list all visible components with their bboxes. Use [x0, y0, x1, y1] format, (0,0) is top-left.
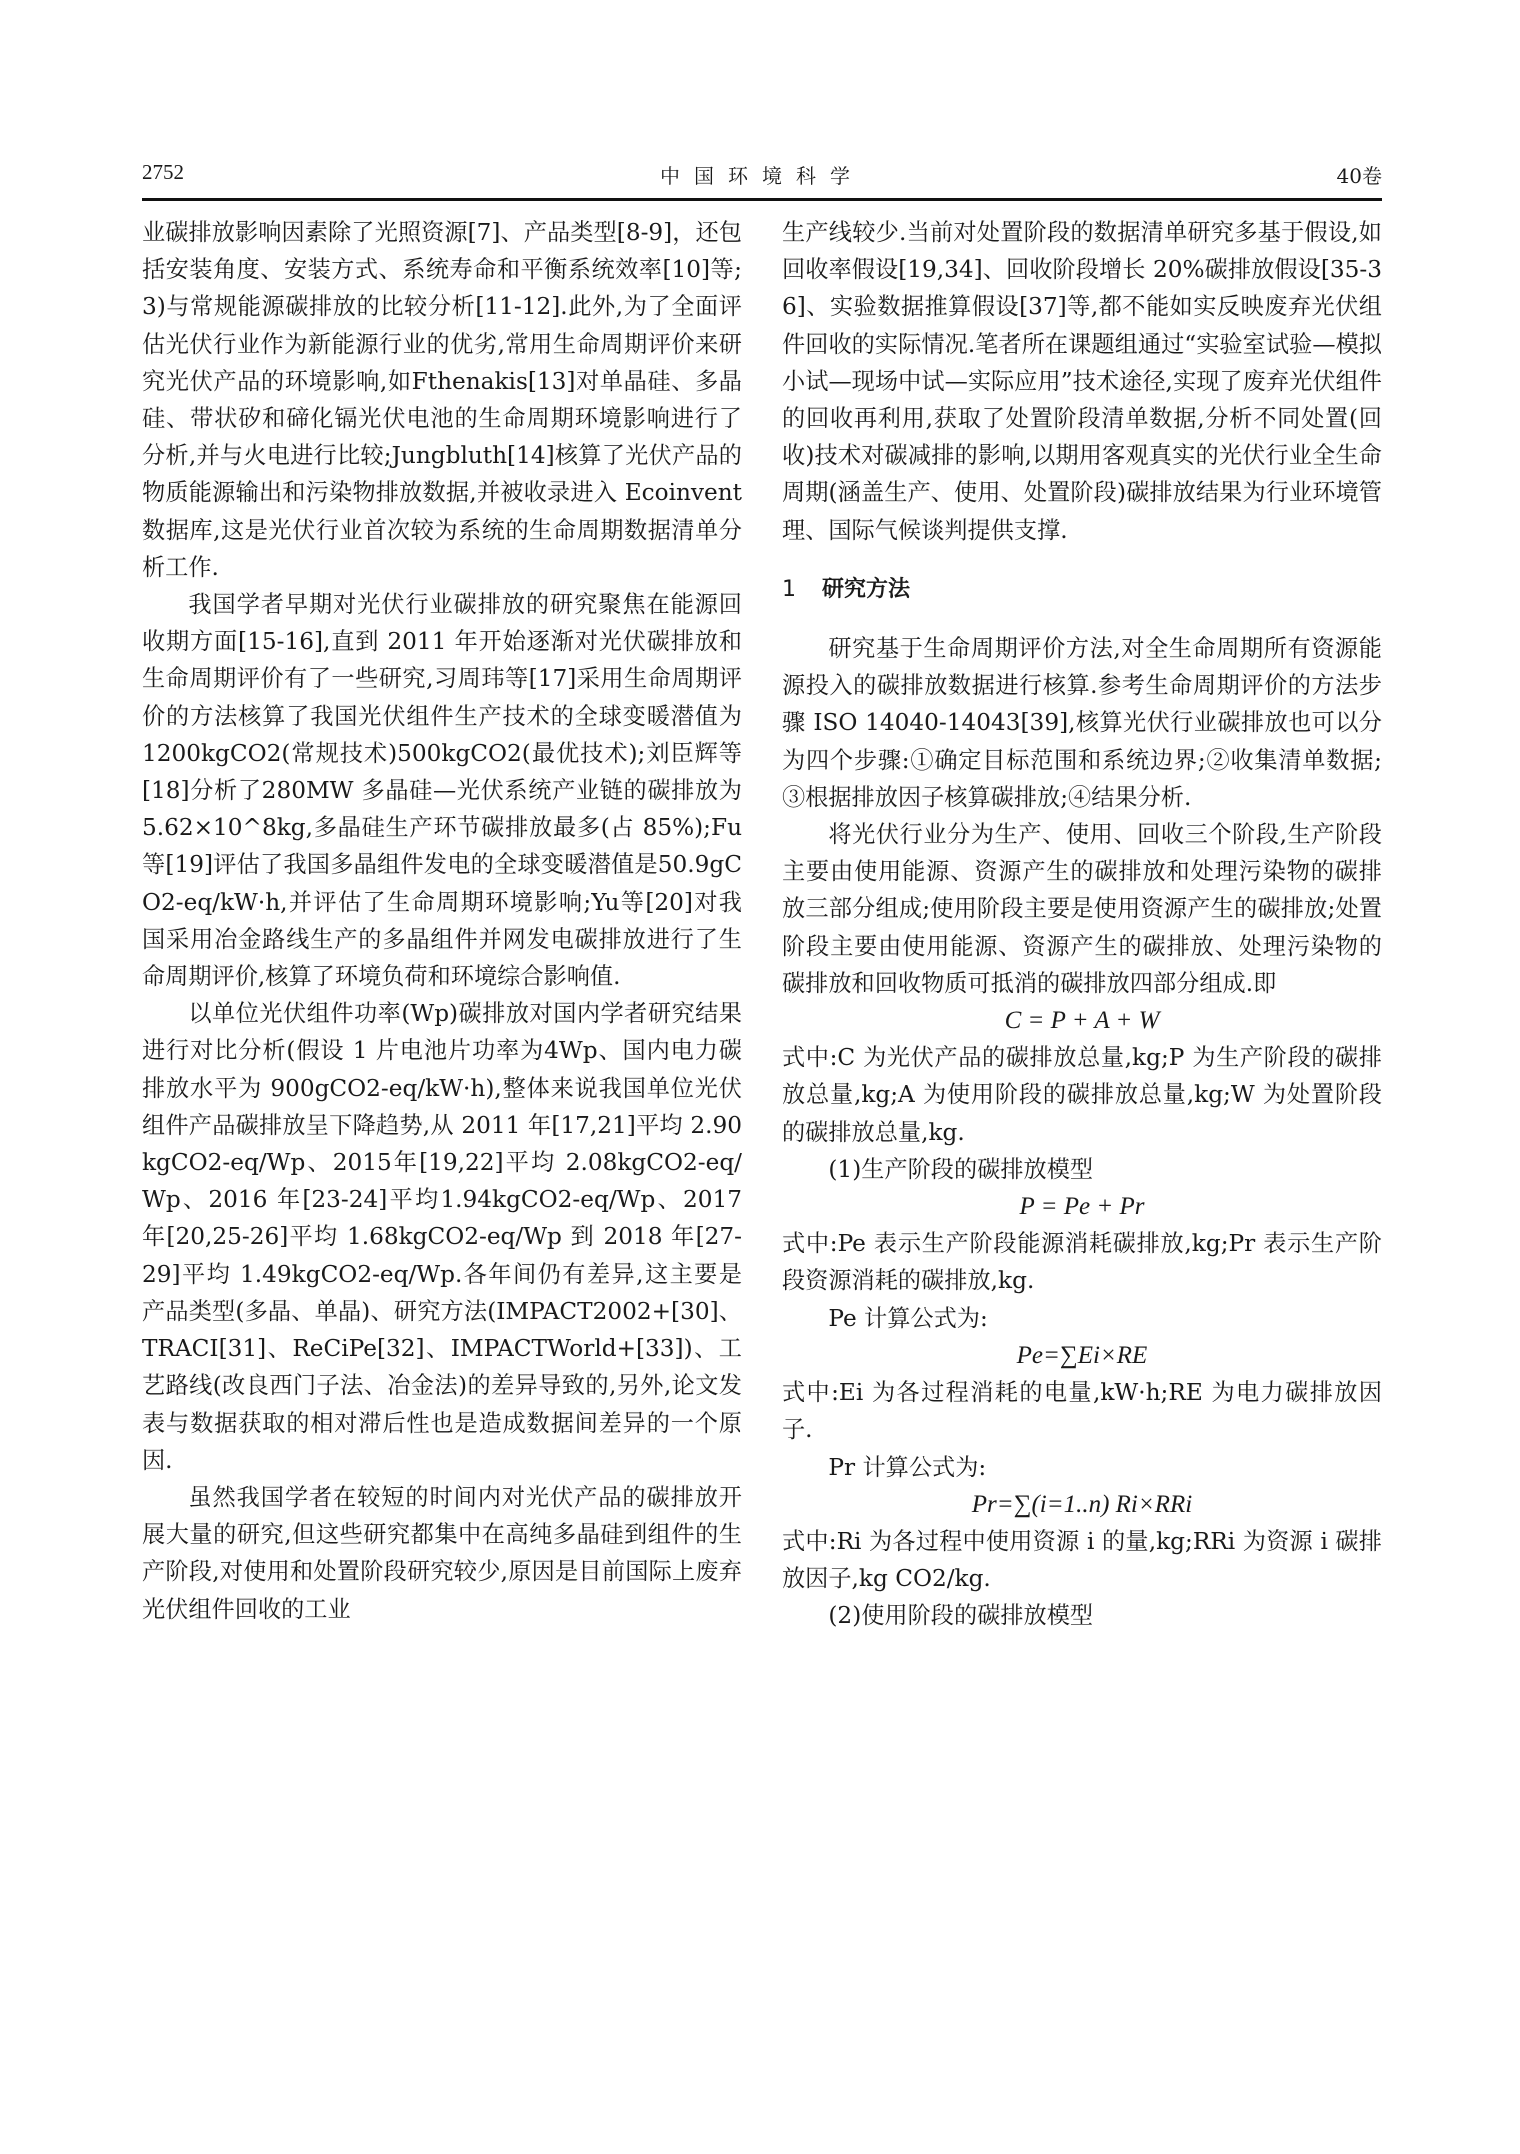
subsection-title: (2)使用阶段的碳排放模型: [828, 1602, 1094, 1630]
volume-label: 40卷: [1336, 164, 1382, 188]
header-rule: [142, 198, 1382, 201]
paragraph: 式中:Ei 为各过程消耗的电量,kW·h;RE 为电力碳排放因子.: [782, 1379, 1382, 1444]
paragraph: 虽然我国学者在较短的时间内对光伏产品的碳排放开展大量的研究,但这些研究都集中在高纯多晶硅到组件的生产阶段,对使用和处置阶段研究较少,原因是目前国际上废弃光伏组件回收的工业: [142, 1483, 742, 1623]
formula-label: Pe 计算公式为:: [828, 1304, 988, 1332]
paragraph: 业碳排放影响因素除了光照资源[7]、产品类型[8-9]，还包括安装角度、安装方式、系统寿命和平衡系统效率[10]等;3)与常规能源碳排放的比较分析[11-12].此外,为了全面评估光伏行业作为新能源行业的优劣,常用生命周期评价来研究光伏产品的环境影响,如Fthenakis[13]对单晶硅、多晶硅、带状矽和碲化镉光伏电池的生命周期环境影响进行了分析,并与火电进行比较;Jungbluth[14]核算了光伏产品的物质能源输出和污染物排放数据,并被收录进入 Ecoinvent 数据库,这是光伏行业首次较为系统的生命周期数据清单分析工作.: [142, 219, 742, 581]
paragraph: 式中:Ri 为各过程中使用资源 i 的量,kg;RRi 为资源 i 碳排放因子,kg CO2/kg.: [782, 1527, 1382, 1593]
paragraph: 研究基于生命周期评价方法,对全生命周期所有资源能源投入的碳排放数据进行核算.参考生命周期评价的方法步骤 ISO 14040-14043[39],核算光伏行业碳排放也可以分为四个步骤:①确定目标范围和系统边界;②收集清单数据;③根据排放因子核算碳排放;④结果分析.: [782, 635, 1382, 811]
right-column: [782, 214, 1382, 1635]
formula-label: Pr 计算公式为:: [828, 1453, 987, 1481]
section-title: 研究方法: [822, 576, 911, 602]
paragraph: 我国学者早期对光伏行业碳排放的研究聚焦在能源回收期方面[15-16],直到 2011 年开始逐渐对光伏碳排放和生命周期评价有了一些研究,习周玮等[17]采用生命周期评价的方法核算了我国光伏组件生产技术的全球变暖潜值为 1200kgCO2(常规技术)500kgCO2(最优技术);刘臣辉等[18]分析了280MW 多晶硅—光伏系统产业链的碳排放为5.62×10^8kg,多晶硅生产环节碳排放最多(占 85%);Fu等[19]评估了我国多晶组件发电的全球变暖潜值是50.9gCO2-eq/kW·h,并评估了生命周期环境影响;Yu等[20]对我国采用冶金路线生产的多晶组件并网发电碳排放进行了生命周期评价,核算了环境负荷和环境综合影响值.: [142, 591, 742, 991]
running-header: [142, 160, 1382, 196]
equation-total: C = P + A + W: [1004, 1007, 1160, 1035]
journal-title: 中国环境科学: [660, 164, 864, 188]
equation-pe: Pe=∑Ei×RE: [1016, 1341, 1148, 1369]
section-number: 1: [782, 576, 796, 602]
equation-production: P = Pe + Pr: [1019, 1193, 1145, 1221]
subsection-title: (1)生产阶段的碳排放模型: [828, 1155, 1094, 1183]
paragraph: 将光伏行业分为生产、使用、回收三个阶段,生产阶段主要由使用能源、资源产生的碳排放和处理污染物的碳排放三部分组成;使用阶段主要是使用资源产生的碳排放;处置阶段主要由使用能源、资源产生的碳排放、处理污染物的碳排放和回收物质可抵消的碳排放四部分组成.即: [782, 821, 1382, 997]
paragraph: 式中:C 为光伏产品的碳排放总量,kg;P 为生产阶段的碳排放总量,kg;A 为使用阶段的碳排放总量,kg;W 为处置阶段的碳排放总量,kg.: [782, 1044, 1382, 1146]
page-number: 2752: [142, 160, 184, 184]
left-column: [142, 214, 742, 1628]
paragraph: 生产线较少.当前对处置阶段的数据清单研究多基于假设,如回收率假设[19,34]、回收阶段增长 20%碳排放假设[35-36]、实验数据推算假设[37]等,都不能如实反映废弃光伏组件回收的实际情况.笔者所在课题组通过“实验室试验—模拟小试—现场中试—实际应用”技术途径,实现了废弃光伏组件的回收再利用,获取了处置阶段清单数据,分析不同处置(回收)技术对碳减排的影响,以期用客观真实的光伏行业全生命周期(涵盖生产、使用、处置阶段)碳排放结果为行业环境管理、国际气候谈判提供支撑.: [782, 219, 1382, 544]
paragraph: 以单位光伏组件功率(Wp)碳排放对国内学者研究结果进行对比分析(假设 1 片电池片功率为4Wp、国内电力碳排放水平为 900gCO2-eq/kW·h),整体来说我国单位光伏组件产品碳排放呈下降趋势,从 2011 年[17,21]平均 2.90kgCO2-eq/Wp、2015年[19,22]平均 2.08kgCO2-eq/Wp、2016 年[23-24]平均1.94kgCO2-eq/Wp、2017 年[20,25-26]平均 1.68kgCO2-eq/Wp 到 2018 年[27-29]平均 1.49kgCO2-eq/Wp.各年间仍有差异,这主要是产品类型(多晶、单晶)、研究方法(IMPACT2002+[30]、TRACI[31]、ReCiPe[32]、IMPACTWorld+[33])、工艺路线(改良西门子法、冶金法)的差异导致的,另外,论文发表与数据获取的相对滞后性也是造成数据间差异的一个原因.: [142, 1000, 742, 1474]
paragraph: 式中:Pe 表示生产阶段能源消耗碳排放,kg;Pr 表示生产阶段资源消耗的碳排放,kg.: [782, 1230, 1382, 1295]
section-heading: [782, 571, 1382, 608]
equation-pr: Pr=∑(i=1..n) Ri×RRi: [971, 1490, 1193, 1518]
